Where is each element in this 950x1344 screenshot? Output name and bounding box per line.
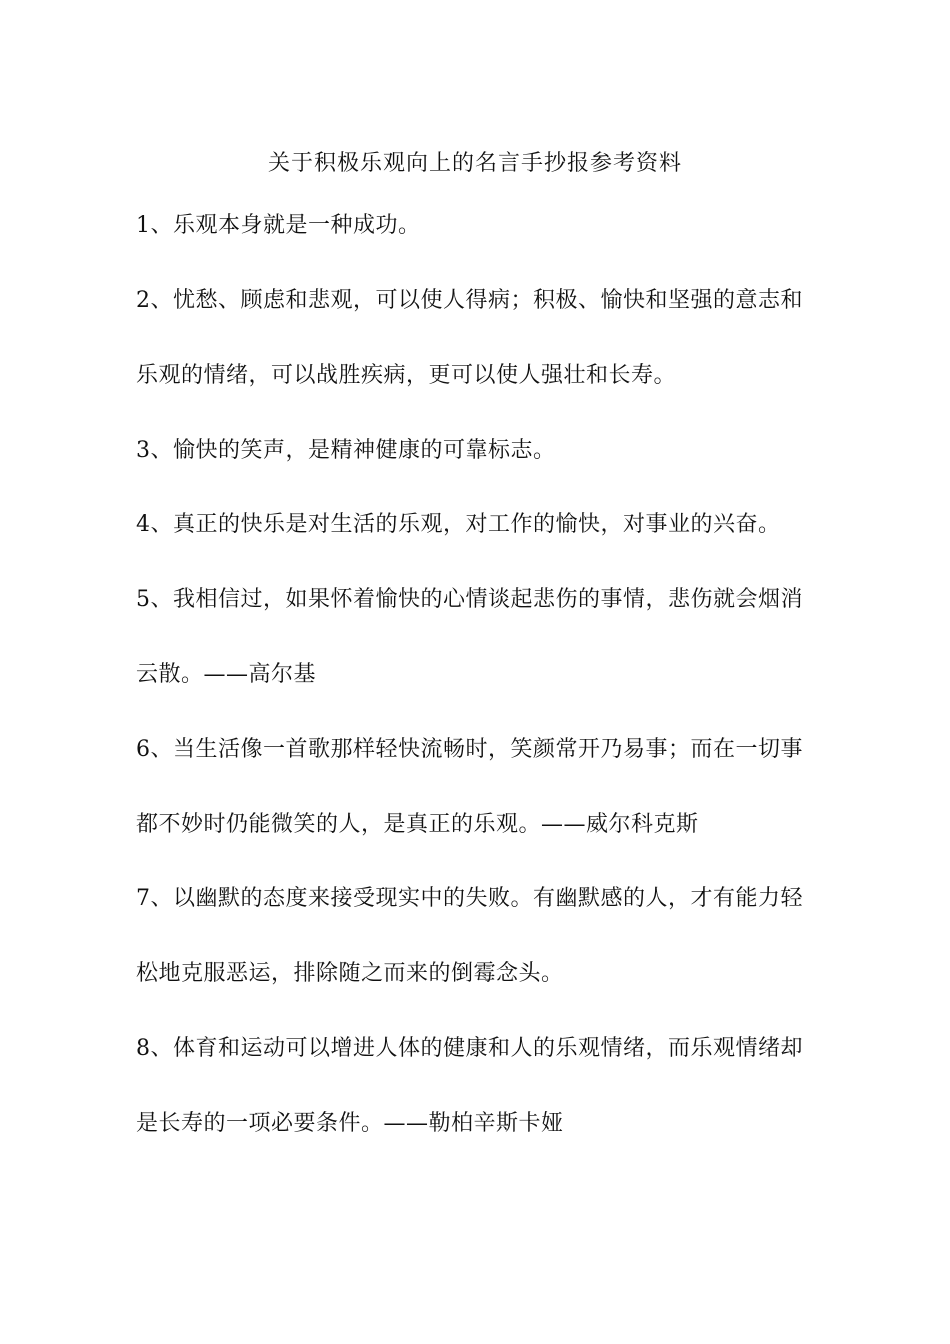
quote-line-8: 6、当生活像一首歌那样轻快流畅时，笑颜常开乃易事；而在一切事 <box>136 737 803 762</box>
page-title: 关于积极乐观向上的名言手抄报参考资料 <box>267 151 682 176</box>
quote-line-11: 松地克服恶运，排除随之而来的倒霉念头。 <box>136 961 564 986</box>
quote-line-3: 乐观的情绪，可以战胜疾病，更可以使人强壮和长寿。 <box>136 363 677 388</box>
quote-line-4: 3、愉快的笑声，是精神健康的可靠标志。 <box>136 438 556 463</box>
quote-line-9: 都不妙时仍能微笑的人，是真正的乐观。——威尔科克斯 <box>136 812 699 837</box>
quote-line-13: 是长寿的一项必要条件。——勒柏辛斯卡娅 <box>136 1111 564 1136</box>
quote-line-2: 2、忧愁、顾虑和悲观，可以使人得病；积极、愉快和坚强的意志和 <box>136 288 803 313</box>
quote-line-12: 8、体育和运动可以增进人体的健康和人的乐观情绪，而乐观情绪却 <box>136 1036 803 1061</box>
quote-line-1: 1、乐观本身就是一种成功。 <box>136 213 421 238</box>
quote-line-6: 5、我相信过，如果怀着愉快的心情谈起悲伤的事情，悲伤就会烟消 <box>136 587 803 612</box>
quote-line-7: 云散。——高尔基 <box>136 662 317 687</box>
quote-line-5: 4、真正的快乐是对生活的乐观，对工作的愉快，对事业的兴奋。 <box>136 512 781 537</box>
quote-line-10: 7、以幽默的态度来接受现实中的失败。有幽默感的人，才有能力轻 <box>136 886 803 911</box>
